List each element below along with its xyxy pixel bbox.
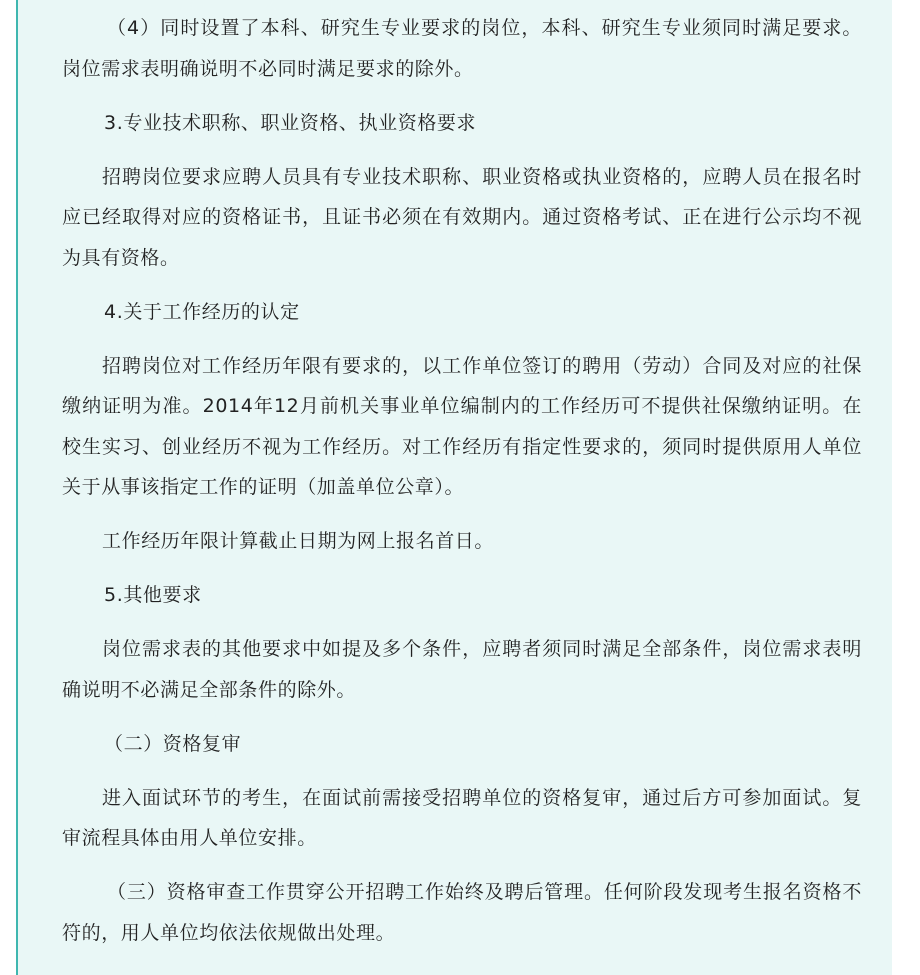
article-panel [16, 0, 892, 975]
section-heading-other-requirements: 5.其他要求 [104, 584, 202, 606]
paragraph-other-requirements: 岗位需求表的其他要求中如提及多个条件，应聘者须同时满足全部条件，岗位需求表明确说明不必满足全部条件的除外。 [62, 638, 862, 701]
paragraph-qualification-recheck: 进入面试环节的考生，在面试前需接受招聘单位的资格复审，通过后方可参加面试。复审流程具体由用人单位安排。 [62, 786, 862, 849]
section-heading-work-experience: 4.关于工作经历的认定 [104, 300, 300, 323]
section-heading-qualification-recheck: （二）资格复审 [104, 732, 242, 755]
paragraph-dual-degree-requirement: （4）同时设置了本科、研究生专业要求的岗位，本科、研究生专业须同时满足要求。岗位需求表明确说明不必同时满足要求的除外。 [62, 17, 862, 80]
article-body [62, 8, 862, 967]
paragraph-qualification-certificates: 招聘岗位要求应聘人员具有专业技术职称、职业资格或执业资格的，应聘人员在报名时应已经取得对应的资格证书，且证书必须在有效期内。通过资格考试、正在进行公示均不视为具有资格。 [62, 165, 862, 269]
paragraph-work-experience-proof: 招聘岗位对工作经历年限有要求的，以工作单位签订的聘用（劳动）合同及对应的社保缴纳证明为准。2014年12月前机关事业单位编制内的工作经历可不提供社保缴纳证明。在校生实习、创业经历不视为工作经历。对工作经历有指定性要求的，须同时提供原用人单位关于从事该指定工作的证明（加盖单位公章）。 [62, 354, 862, 498]
paragraph-experience-cutoff-date: 工作经历年限计算截止日期为网上报名首日。 [102, 530, 495, 552]
paragraph-review-throughout-process: （三）资格审查工作贯穿公开招聘工作始终及聘后管理。任何阶段发现考生报名资格不符的，用人单位均依法依规做出处理。 [62, 881, 862, 944]
section-heading-qualifications: 3.专业技术职称、职业资格、执业资格要求 [104, 111, 477, 134]
